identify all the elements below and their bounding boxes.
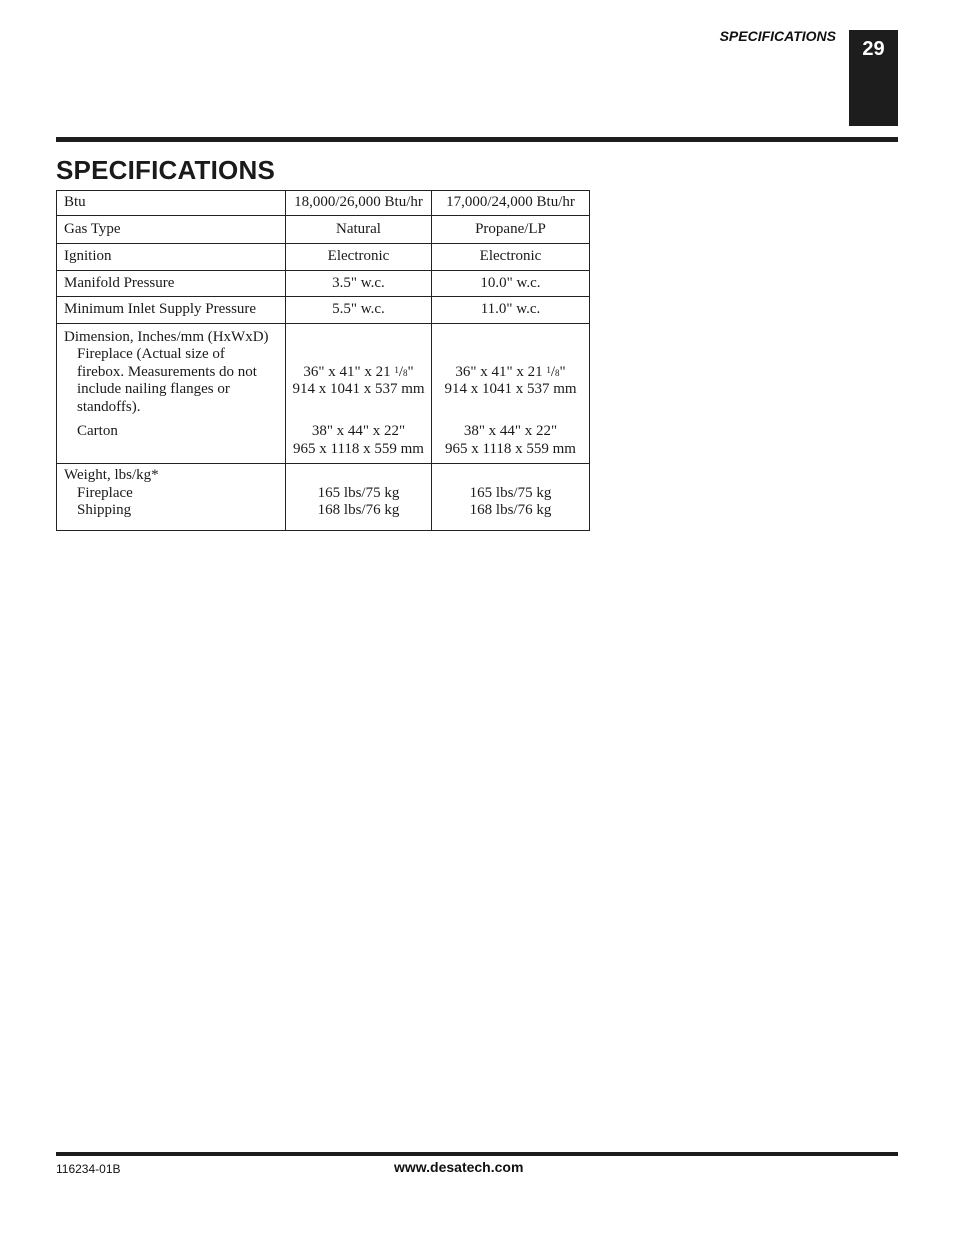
fireplace-note-line: firebox. Measurements do not — [77, 363, 257, 380]
dimension-row — [57, 323, 590, 464]
natural-fireplace-inches: 36" x 41" x 21 $^1$/$^8$" — [303, 363, 414, 380]
top-divider — [56, 137, 898, 142]
header-section-label: SPECIFICATIONS — [719, 28, 836, 44]
row-label: Minimum Inlet Supply Pressure — [57, 297, 286, 324]
specifications-table — [56, 190, 590, 531]
natural-gas-value: 5.5" w.c. — [286, 297, 432, 324]
dimension-label-cell — [57, 323, 286, 464]
fraction-denominator: 8 — [555, 367, 560, 378]
propane-value: Propane/LP — [432, 215, 590, 244]
row-label: Gas Type — [57, 215, 286, 244]
weight-label-cell — [57, 464, 286, 531]
table-row — [57, 191, 590, 216]
table-row — [57, 297, 590, 324]
fireplace-note-line: standoffs). — [77, 398, 141, 415]
propane-fireplace-mm: 914 x 1041 x 537 mm — [444, 381, 577, 397]
propane-value: 17,000/24,000 Btu/hr — [432, 191, 590, 216]
natural-gas-value: Natural — [286, 215, 432, 244]
propane-carton-inches: 38" x 44" x 22" — [463, 423, 558, 439]
propane-weight-cell — [432, 464, 590, 531]
natural-weight-shipping: 168 lbs/76 kg — [317, 502, 400, 518]
natural-gas-value: 3.5" w.c. — [286, 270, 432, 297]
fireplace-note-line: Fireplace (Actual size of — [77, 346, 225, 362]
fraction-numerator: 1 — [546, 364, 551, 375]
fraction-numerator: 1 — [394, 364, 399, 375]
row-label: Btu — [57, 191, 286, 216]
table-row — [57, 244, 590, 271]
dimension-label: Dimension, Inches/mm (HxWxD) — [64, 328, 269, 345]
natural-carton-inches: 38" x 44" x 22" — [311, 423, 406, 439]
propane-value: Electronic — [432, 244, 590, 271]
weight-shipping-label: Shipping — [77, 502, 132, 518]
fireplace-note-line: include nailing flanges or — [77, 381, 230, 397]
row-label: Ignition — [57, 244, 286, 271]
propane-weight-fireplace: 165 lbs/75 kg — [469, 484, 552, 501]
natural-weight-fireplace: 165 lbs/75 kg — [317, 484, 400, 501]
natural-gas-value: Electronic — [286, 244, 432, 271]
natural-carton-mm: 965 x 1118 x 559 mm — [293, 440, 424, 457]
propane-carton-mm: 965 x 1118 x 559 mm — [445, 440, 576, 457]
natural-fireplace-mm: 914 x 1041 x 537 mm — [292, 381, 425, 397]
page-number-tab: 29 — [849, 30, 898, 126]
table-row — [57, 215, 590, 244]
natural-dimension-cell — [286, 323, 432, 464]
weight-row — [57, 464, 590, 531]
propane-fireplace-inches: 36" x 41" x 21 $^1$/$^8$" — [455, 363, 566, 380]
propane-dimension-cell — [432, 323, 590, 464]
weight-fireplace-label: Fireplace — [77, 484, 133, 501]
fraction-denominator: 8 — [403, 367, 408, 378]
propane-weight-shipping: 168 lbs/76 kg — [469, 502, 552, 518]
table-row — [57, 270, 590, 297]
bottom-divider — [56, 1152, 898, 1156]
row-label: Manifold Pressure — [57, 270, 286, 297]
page-title: SPECIFICATIONS — [56, 155, 276, 185]
natural-gas-value: 18,000/26,000 Btu/hr — [286, 191, 432, 216]
propane-value: 11.0" w.c. — [432, 297, 590, 324]
propane-value: 10.0" w.c. — [432, 270, 590, 297]
carton-label: Carton — [77, 423, 118, 439]
website-link[interactable]: www.desatech.com — [394, 1159, 524, 1175]
document-number: 116234-01B — [56, 1162, 121, 1176]
natural-weight-cell — [286, 464, 432, 531]
weight-label: Weight, lbs/kg* — [64, 467, 159, 483]
